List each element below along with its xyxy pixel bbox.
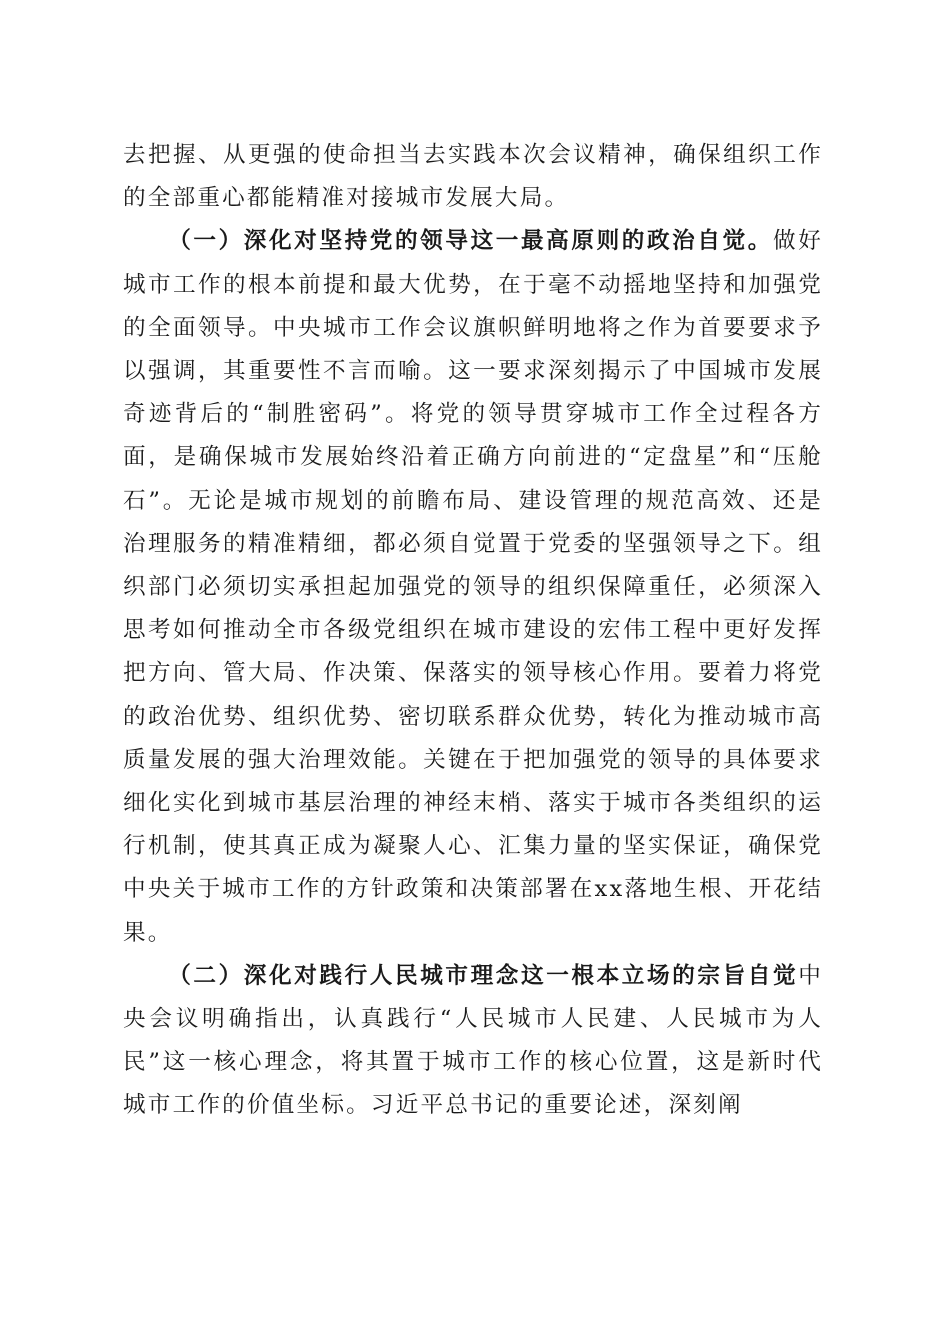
document-body bbox=[123, 134, 823, 1128]
section-two-heading: （二）深化对践行人民城市理念这一根本立场的宗旨自觉 bbox=[168, 962, 799, 989]
section-one-heading: （一）深化对坚持党的领导这一最高原则的政治自觉。 bbox=[168, 228, 773, 255]
section-two-text: 中央会议明确指出，认真践行“人民城市人民建、人民城市为人民”这一核心理念，将其置于城市工作的核心位置，这是新时代城市工作的价值坐标。习近平总书记的重要论述，深刻阐 bbox=[123, 962, 823, 1119]
paragraph-text: 去把握、从更强的使命担当去实践本次会议精神，确保组织工作的全部重心都能精准对接城市发展大局。 bbox=[123, 142, 823, 212]
section-one-paragraph bbox=[123, 220, 823, 954]
section-two-paragraph bbox=[123, 955, 823, 1128]
section-one-text: 做好城市工作的根本前提和最大优势，在于毫不动摇地坚持和加强党的全面领导。中央城市工作会议旗帜鲜明地将之作为首要要求予以强调，其重要性不言而喻。这一要求深刻揭示了中国城市发展奇迹背后的“制胜密码”。将党的领导贯穿城市工作全过程各方面，是确保城市发展始终沿着正确方向前进的“定盘星”和“压舱石”。无论是城市规划的前瞻布局、建设管理的规范高效、还是治理服务的精准精细，都必须自觉置于党委的坚强领导之下。组织部门必须切实承担起加强党的领导的组织保障重任，必须深入思考如何推动全市各级党组织在城市建设的宏伟工程中更好发挥把方向、管大局、作决策、保落实的领导核心作用。要着力将党的政治优势、组织优势、密切联系群众优势，转化为推动城市高质量发展的强大治理效能。关键在于把加强党的领导的具体要求细化实化到城市基层治理的神经末梢、落实于城市各类组织的运行机制，使其真正成为凝聚人心、汇集力量的坚实保证，确保党中央关于城市工作的方针政策和决策部署在xx落地生根、开花结果。 bbox=[123, 228, 823, 946]
paragraph-continuation bbox=[123, 134, 823, 220]
